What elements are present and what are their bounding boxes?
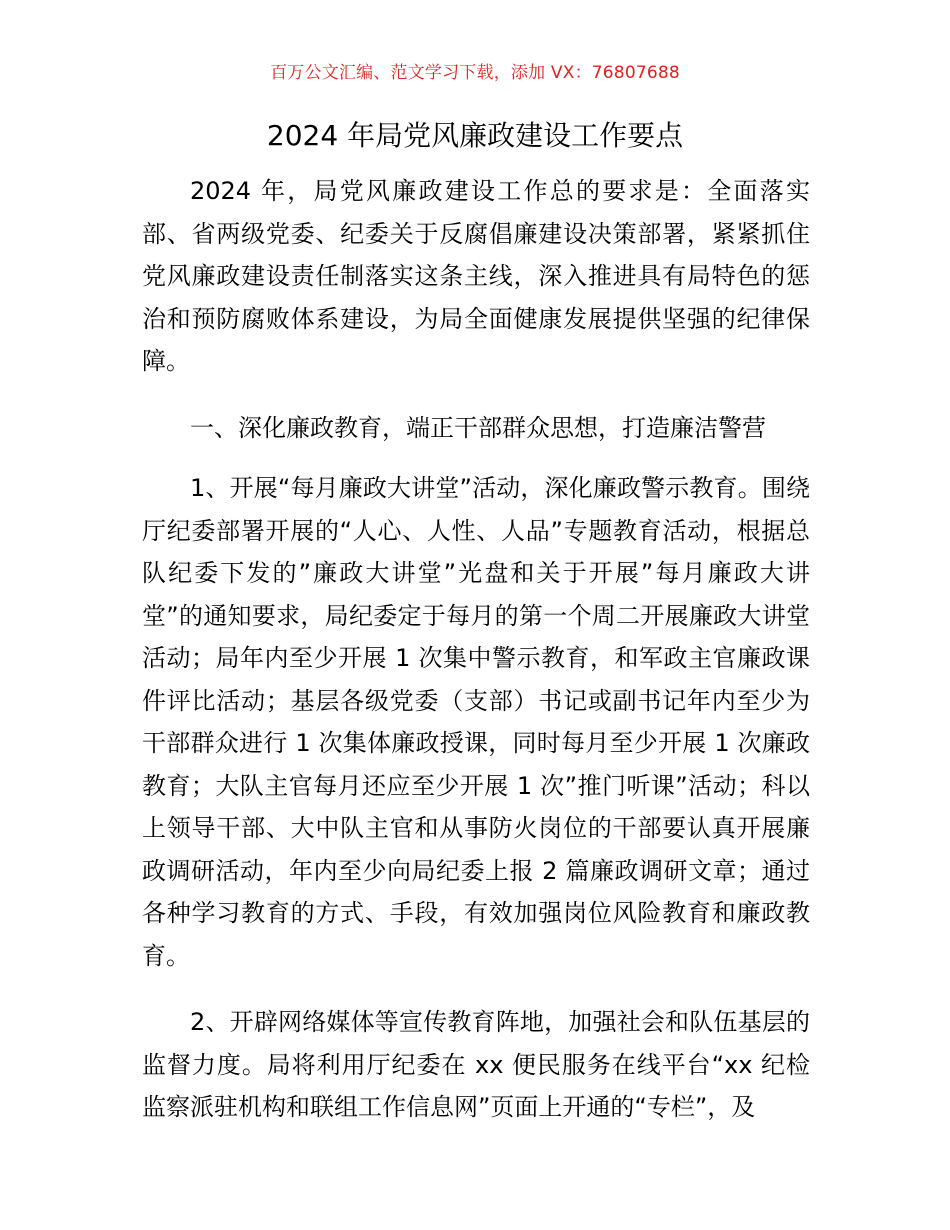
item-paragraph-1: 1、开展“每月廉政大讲堂”活动，深化廉政警示教育。围绕厅纪委部署开展的“人心、人性、人品”专题教育活动，根据总队纪委下发的”廉政大讲堂”光盘和关于开展”每月廉政大讲堂”的通知要求，局纪委定于每月的第一个周二开展廉政大讲堂活动；局年内至少开展 1 次集中警示教育，和军政主官廉政课件评比活动；基层各级党委（支部）书记或副书记年内至少为干部群众进行 1 次集体廉政授课，同时每月至少开展 1 次廉政教育；大队主官每月还应至少开展 1 次”推门听课”活动；科以上领导干部、大中队主官和从事防火岗位的干部要认真开展廉政调研活动，年内至少向局纪委上报 2 篇廉政调研文章；通过各种学习教育的方式、手段，有效加强岗位风险教育和廉政教育。 [142,474,810,970]
intro-paragraph: 2024 年，局党风廉政建设工作总的要求是：全面落实部、省两级党委、纪委关于反腐倡廉建设决策部署，紧紧抓住党风廉政建设责任制落实这条主线，深入推进具有局特色的惩治和预防腐败体系建设，为局全面健康发展提供坚强的纪律保障。 [142,177,810,375]
item-paragraph-2: 2、开辟网络媒体等宣传教育阵地，加强社会和队伍基层的监督力度。局将利用厅纪委在 xx 便民服务在线平台“xx 纪检监察派驻机构和联组工作信息网”页面上开通的“专栏”，及 [142,1008,810,1121]
header-watermark-note: 百万公文汇编、范文学习下载，添加 VX：76807688 [270,63,680,83]
document-body [142,170,810,1153]
section-heading-1: 一、深化廉政教育，端正干部群众思想，打造廉洁警营 [190,413,766,442]
document-title: 2024 年局党风廉政建设工作要点 [266,119,684,152]
